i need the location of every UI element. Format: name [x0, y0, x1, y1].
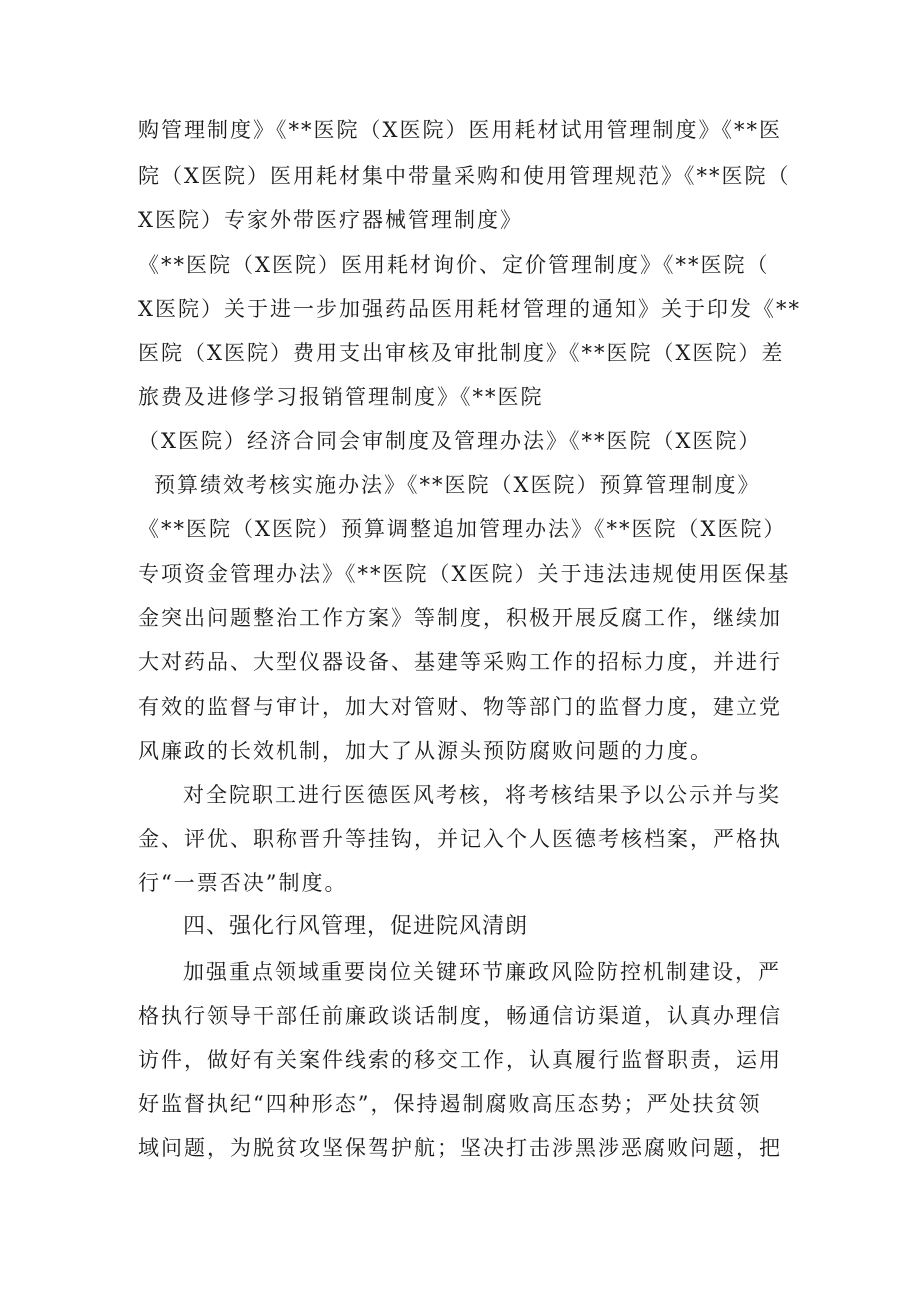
paragraph-first-line: 加强重点领域重要岗位关键环节廉政风险防控机制建设，严 [183, 960, 781, 984]
text-line: X医院）专家外带医疗器械管理制度》 [138, 208, 523, 232]
text-line: 预算绩效考核实施办法》《**医院（X医院）预算管理制度》 [154, 473, 761, 497]
text-line: 域问题，为脱贫攻坚保驾护航；坚决打击涉黑涉恶腐败问题，把 [138, 1136, 782, 1160]
text-line: 有效的监督与审计，加大对管财、物等部门的监督力度，建立党 [138, 695, 782, 719]
text-line: 《**医院（X医院）医用耗材询价、定价管理制度》《**医院（ [138, 253, 770, 277]
text-line: 格执行领导干部任前廉政谈话制度，畅通信访渠道，认真办理信 [138, 1004, 782, 1028]
section-heading: 四、强化行风管理，促进院风清朗 [183, 914, 529, 939]
text-line: （X医院）经济合同会审制度及管理办法》《**医院（X医院） [138, 429, 762, 453]
text-line: 院（X医院）医用耗材集中带量采购和使用管理规范》《**医院（ [138, 164, 791, 188]
text-line: 访件，做好有关案件线索的移交工作，认真履行监督职责，运用 [138, 1048, 782, 1072]
text-line: 《**医院（X医院）预算调整追加管理办法》《**医院（X医院） [138, 517, 787, 541]
text-line: 购管理制度》《**医院（X医院）医用耗材试用管理制度》《**医 [138, 118, 782, 142]
text-line: 风廉政的长效机制，加大了从源头预防腐败问题的力度。 [138, 739, 713, 763]
text-line: 医院（X医院）费用支出审核及审批制度》《**医院（X医院）差 [138, 341, 785, 365]
text-line: 大对药品、大型仪器设备、基建等采购工作的招标力度，并进行 [138, 650, 782, 674]
text-line: 金突出问题整治工作方案》等制度，积极开展反腐工作，继续加 [138, 606, 782, 630]
paragraph-first-line: 对全院职工进行医德医风考核，将考核结果予以公示并与奖 [183, 783, 781, 807]
text-line: 行“一票否决”制度。 [138, 871, 348, 895]
text-line: 专项资金管理办法》《**医院（X医院）关于违法违规使用医保基 [138, 562, 791, 586]
text-line: 金、评优、职称晋升等挂钩，并记入个人医德考核档案，严格执 [138, 827, 782, 851]
text-line: 旅费及进修学习报销管理制度》《**医院 [138, 385, 544, 409]
text-line: 好监督执纪“四种形态”，保持遏制腐败高压态势；严处扶贫领 [138, 1092, 762, 1116]
text-line: X医院）关于进一步加强药品医用耗材管理的通知》关于印发《** [138, 297, 801, 321]
